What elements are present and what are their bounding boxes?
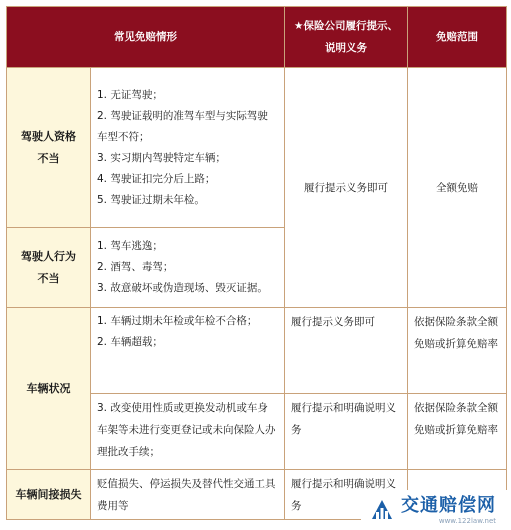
exemption-table <box>6 6 507 520</box>
list-item: 2. 驾驶证载明的准驾车型与实际驾驶车型不符； <box>97 109 268 143</box>
vehicle-duty-2: 履行提示和明确说明义务 <box>285 394 408 470</box>
category-indirect-loss: 车辆间接损失 <box>7 470 91 520</box>
table-header-row <box>7 7 507 68</box>
category-driver-behavior: 驾驶人行为不当 <box>7 228 91 308</box>
vehicle-scope-1: 依据保险条款全额免赔或折算免赔率 <box>408 308 507 394</box>
header-exemption-scope: 免赔范围 <box>408 7 507 68</box>
driver-duty-cell: 履行提示义务即可 <box>285 68 408 308</box>
vehicle-scope-2: 依据保险条款全额免赔或折算免赔率 <box>408 394 507 470</box>
site-logo <box>361 490 511 530</box>
list-item: 3. 故意破坏或伪造现场、毁灭证据。 <box>97 282 268 294</box>
list-item: 5. 驾驶证过期未年检。 <box>97 193 205 206</box>
list-item: 1. 驾车逃逸； <box>97 240 163 252</box>
driver-behavior-items <box>91 228 285 308</box>
indirect-loss-desc: 贬值损失、停运损失及替代性交通工具费用等 <box>91 470 285 520</box>
indirect-loss-duty: 履行提示和明确说明义务 <box>285 470 408 520</box>
category-driver-qualification: 驾驶人资格不当 <box>7 68 91 228</box>
list-item: 2. 酒驾、毒驾； <box>97 261 174 273</box>
logo-chart-icon <box>369 497 395 523</box>
logo-url: www.122law.net <box>438 516 496 525</box>
list-item: 2. 车辆超载； <box>97 336 163 348</box>
table-row <box>7 68 507 228</box>
driver-scope-cell: 全额免赔 <box>408 68 507 308</box>
driver-qualification-items <box>91 68 285 228</box>
list-item: 1. 车辆过期未年检或年检不合格； <box>97 315 258 327</box>
category-vehicle-status: 车辆状况 <box>7 308 91 470</box>
list-item: 4. 驾驶证扣完分后上路； <box>97 172 216 185</box>
list-item: 3. 实习期内驾驶特定车辆； <box>97 151 226 164</box>
table-row <box>7 308 507 394</box>
list-item: 1. 无证驾驶； <box>97 88 163 101</box>
vehicle-status-items-1 <box>91 308 285 394</box>
header-insurer-duty: ★保险公司履行提示、说明义务 <box>285 7 408 68</box>
logo-name: 交通赔偿网 <box>401 494 496 516</box>
vehicle-status-items-2: 3. 改变使用性质或更换发动机或车身车架等未进行变更登记或未向保险人办理批改手续； <box>91 394 285 470</box>
vehicle-duty-1: 履行提示义务即可 <box>285 308 408 394</box>
header-common-exemptions: 常见免赔情形 <box>7 7 285 68</box>
